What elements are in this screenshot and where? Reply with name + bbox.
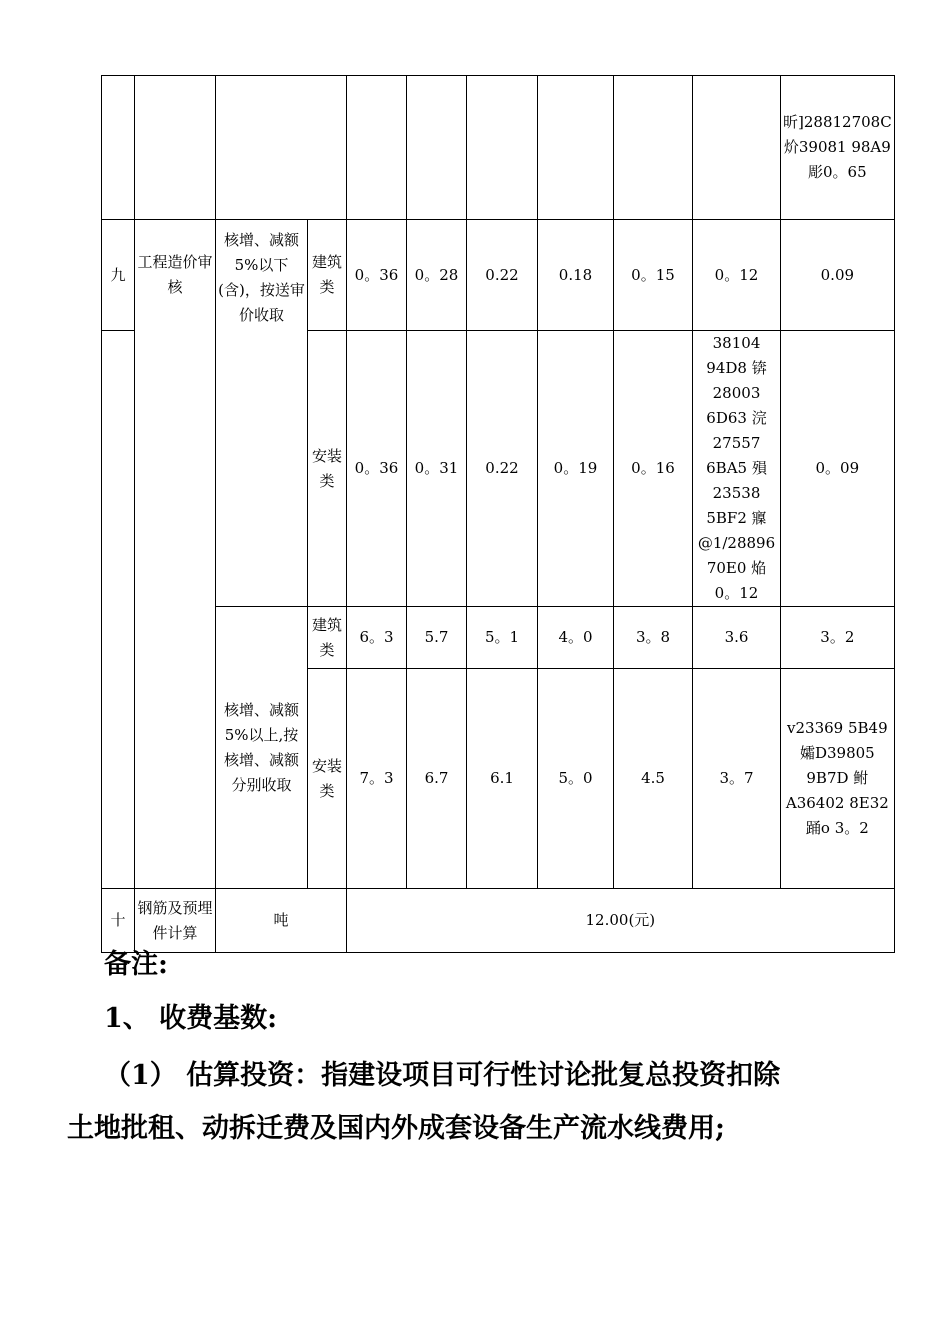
cell-value: 0.22	[467, 220, 538, 331]
cell-value: 3。7	[693, 669, 781, 889]
cell-value: 0。09	[781, 331, 895, 607]
notes-item-1: 1、 收费基数:	[104, 1003, 278, 1034]
cell-empty	[102, 76, 135, 220]
cell-value: 4.5	[614, 669, 693, 889]
unit: 吨	[216, 889, 347, 953]
cell-value: 昕]28812708C 炌39081 98A9 彫0。65	[781, 76, 895, 220]
cell-value: 6.7	[407, 669, 467, 889]
cell-value: 0。28	[407, 220, 467, 331]
cell-value: 5。0	[538, 669, 614, 889]
table-row	[102, 220, 895, 331]
cell-value: 3。2	[781, 607, 895, 669]
cell-value: 0.22	[467, 331, 538, 607]
cell-value: 0。16	[614, 331, 693, 607]
cell-value: 0.09	[781, 220, 895, 331]
item-name: 钢筋及预埋件计算	[135, 889, 216, 953]
cell-value: 3.6	[693, 607, 781, 669]
fee-range: 核增、减额5%以上,按核增、减额分别收取	[216, 607, 308, 889]
cell-empty	[693, 76, 781, 220]
notes-item-1-1-line1: （1） 估算投资：指建设项目可行性讨论批复总投资扣除	[104, 1060, 781, 1091]
item-name: 工程造价审核	[135, 220, 216, 889]
row-number-empty	[102, 331, 135, 889]
notes-heading: 备注:	[104, 949, 168, 980]
cell-value: 5。1	[467, 607, 538, 669]
cell-value: 0。36	[347, 220, 407, 331]
project-type: 安装类	[308, 331, 347, 607]
row-number: 九	[102, 220, 135, 331]
table-row	[102, 889, 895, 953]
cell-value: 6。3	[347, 607, 407, 669]
fee-range: 核增、减额5%以下(含)，按送审价收取	[216, 220, 308, 607]
cell-value: 0。19	[538, 331, 614, 607]
project-type: 建筑类	[308, 607, 347, 669]
cell-value: 7。3	[347, 669, 407, 889]
cell-value: 5.7	[407, 607, 467, 669]
cell-empty	[347, 76, 407, 220]
notes-item-1-1-line2: 土地批租、动拆迁费及国内外成套设备生产流水线费用;	[67, 1113, 725, 1144]
cell-empty	[538, 76, 614, 220]
cell-value: 0.18	[538, 220, 614, 331]
cell-value: 0。31	[407, 331, 467, 607]
cell-value: v23369 5B49 孀D39805 9B7D 鲋A36402 8E32 踊o 3。2	[781, 669, 895, 889]
cell-value: 38104 94D8 锛28003 6D63 浣27557 6BA5 殞23538 5BF2 寱@1/28896 70E0 焔 0。12	[693, 331, 781, 607]
cell-empty	[216, 76, 347, 220]
cell-value: 3。8	[614, 607, 693, 669]
cell-value: 6.1	[467, 669, 538, 889]
unit-price: 12.00(元)	[347, 889, 895, 953]
cell-empty	[135, 76, 216, 220]
fee-standard-table	[101, 75, 895, 953]
cell-empty	[407, 76, 467, 220]
cell-value: 0。15	[614, 220, 693, 331]
table-row	[102, 76, 895, 220]
cell-value: 0。12	[693, 220, 781, 331]
cell-value: 4。0	[538, 607, 614, 669]
row-number: 十	[102, 889, 135, 953]
cell-empty	[614, 76, 693, 220]
project-type: 建筑类	[308, 220, 347, 331]
project-type: 安装类	[308, 669, 347, 889]
table-row	[102, 607, 895, 669]
cell-empty	[467, 76, 538, 220]
cell-value: 0。36	[347, 331, 407, 607]
